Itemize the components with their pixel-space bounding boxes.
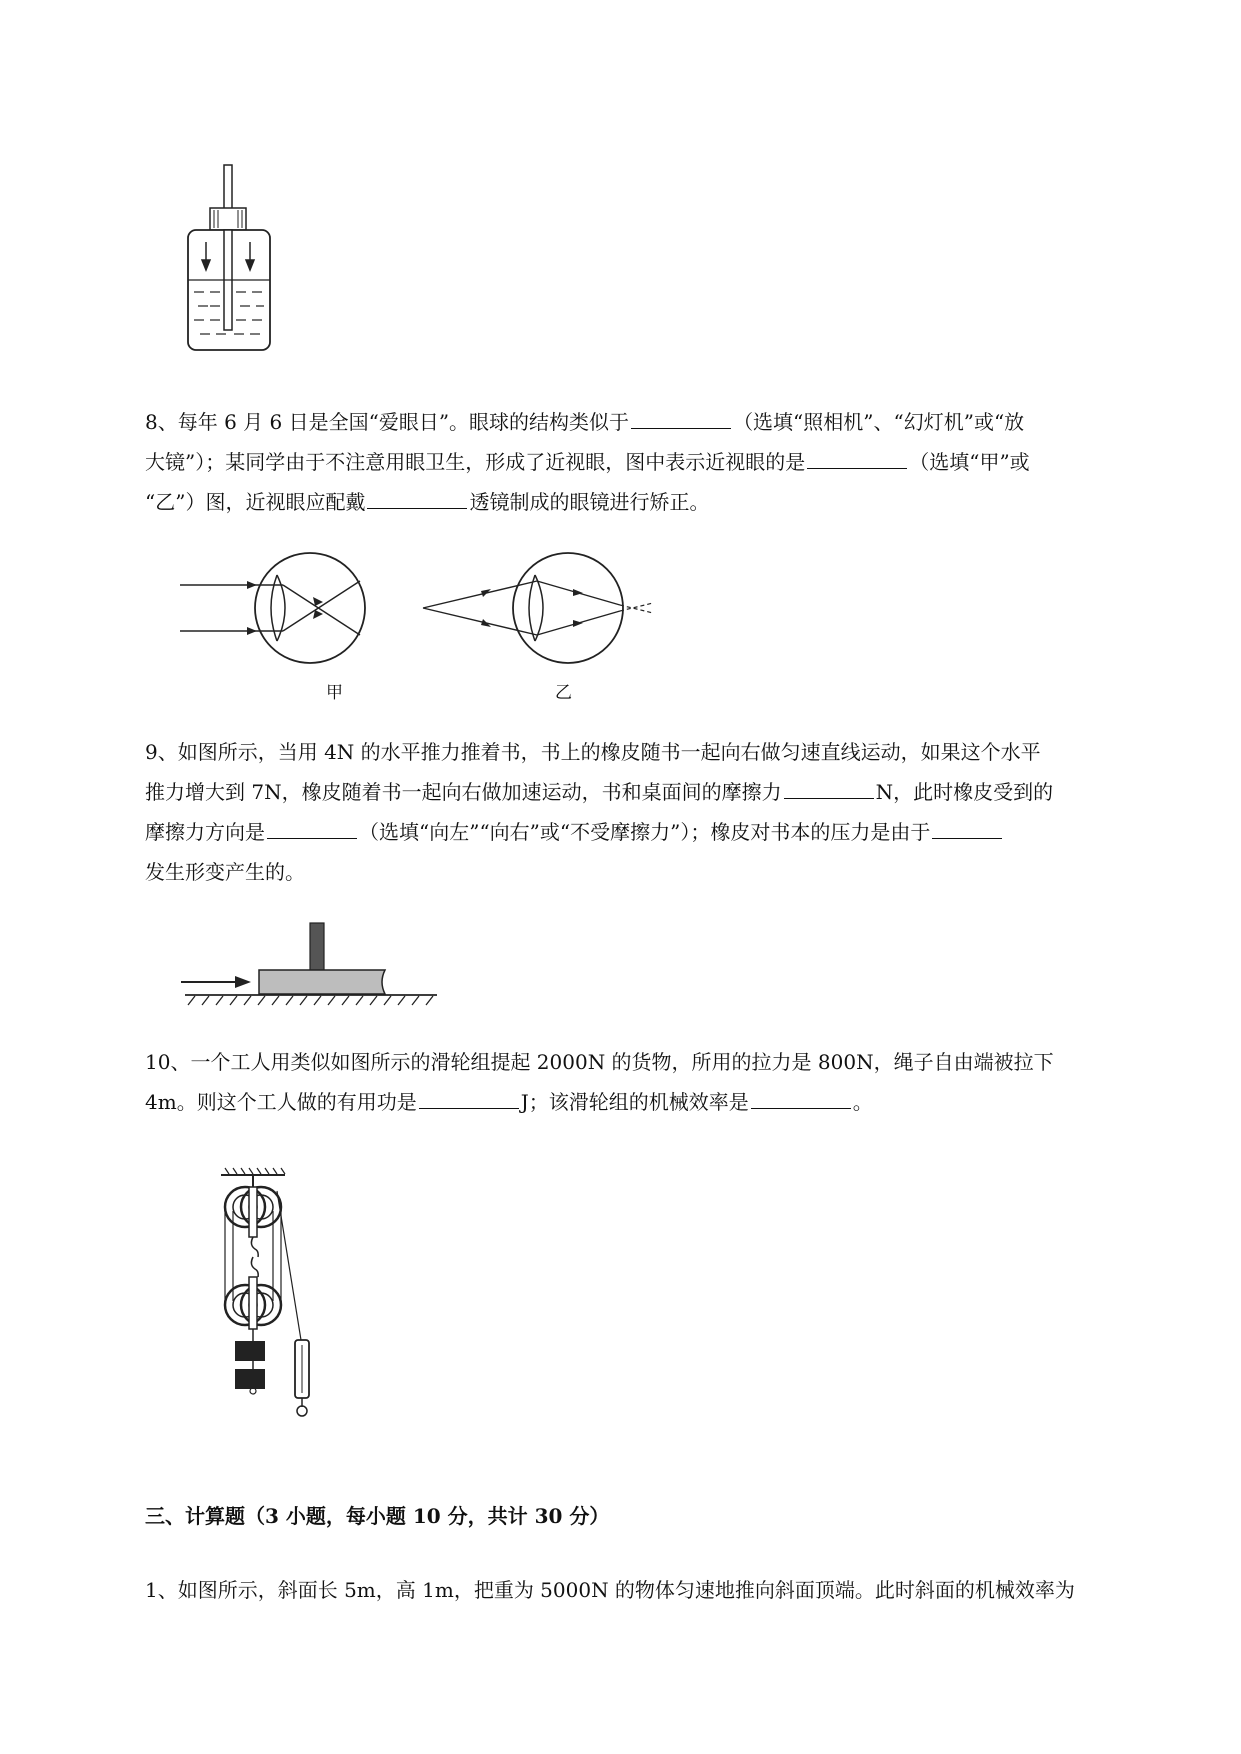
q10-blank-2[interactable] (751, 1084, 851, 1109)
q8-text-2a: 大镜”）；某同学由于不注意用眼卫生，形成了近视眼，图中表示近视眼的是 (145, 450, 806, 474)
q9-text-2a: 推力增大到 7N，橡皮随着书一起向右做加速运动，书和桌面间的摩擦力 (145, 780, 782, 804)
pulley-diagram (215, 1165, 335, 1435)
section-3-heading: 三、计算题（3 小题，每小题 10 分，共计 30 分） (145, 1504, 610, 1528)
bottle-diagram (180, 160, 280, 360)
question-10 (145, 1042, 1153, 1122)
q10-blank-1[interactable] (419, 1084, 519, 1109)
q9-text-2b: N，此时橡皮受到的 (875, 780, 1054, 804)
q8-text-1: 8、每年 6 月 6 日是全国“爱眼日”。眼球的结构类似于 (145, 410, 630, 434)
question-9 (145, 732, 1153, 892)
q10-text-2c: 。 (852, 1090, 873, 1114)
q8-text-3b: 透镜制成的眼镜进行矫正。 (469, 490, 710, 514)
q10-text-2b: J；该滑轮组的机械效率是 (520, 1090, 749, 1114)
q8-text-1b: （选填“照相机”、“幻灯机”或“放 (733, 410, 1025, 434)
question-8 (145, 402, 1153, 522)
q9-text-1: 9、如图所示，当用 4N 的水平推力推着书，书上的橡皮随书一起向右做匀速直线运动，如果这个水平 (145, 740, 1041, 764)
q9-blank-1[interactable] (784, 774, 874, 799)
q8-blank-3[interactable] (367, 484, 467, 509)
q9-text-4: 发生形变产生的。 (145, 860, 305, 884)
eye-diagram (175, 545, 665, 675)
c1-text-1: 1、如图所示，斜面长 5m，高 1m，把重为 5000N 的物体匀速地推向斜面顶端。此时斜面的机械效率为 (145, 1578, 1075, 1602)
eye-caption-right: 乙 (555, 683, 572, 703)
calc-question-1 (145, 1570, 1153, 1610)
q9-blank-3[interactable] (932, 814, 1002, 839)
book-eraser-diagram (175, 918, 445, 1008)
q10-text-2a: 4m。则这个工人做的有用功是 (145, 1090, 417, 1114)
eye-caption-left: 甲 (326, 683, 343, 703)
q10-text-1: 10、一个工人用类似如图所示的滑轮组提起 2000N 的货物，所用的拉力是 800N，绳子自由端被拉下 (145, 1050, 1054, 1074)
q8-text-3a: “乙”）图，近视眼应配戴 (145, 490, 366, 514)
q8-blank-1[interactable] (631, 404, 731, 429)
q8-text-2b: （选填“甲”或 (909, 450, 1030, 474)
q8-blank-2[interactable] (807, 444, 907, 469)
q9-text-3b: （选填“向左”“向右”或“不受摩擦力”）；橡皮对书本的压力是由于 (359, 820, 931, 844)
q9-blank-2[interactable] (267, 814, 357, 839)
q9-text-3a: 摩擦力方向是 (145, 820, 265, 844)
